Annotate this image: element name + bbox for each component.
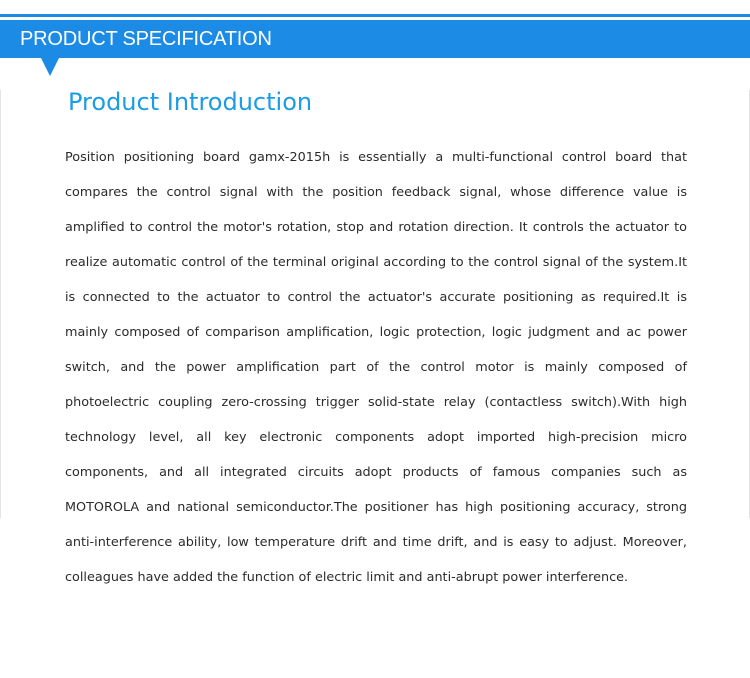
section-heading: Product Introduction [68, 88, 313, 116]
left-divider [0, 90, 1, 518]
banner-pointer [41, 58, 59, 76]
product-introduction-text: Position positioning board gamx-2015h is essentially a multi-functional control board that compares the control signal with the position feedback signal, whose difference value is amplified to control the motor's rotation, stop and rotation direction. It controls the actuator to realize automatic control of the terminal original according to the control signal of the system.It is connected to the actuator to control the actuator's accurate positioning as required.It is mainly composed of comparison amplification, logic protection, logic judgment and ac power switch, and the power amplification part of the control motor is mainly composed of photoelectric coupling zero-crossing trigger solid-state relay (contactless switch).With high technology level, all key electronic components adopt imported high-precision micro components, and all integrated circuits adopt products of famous companies such as MOTOROLA and national semiconductor.The positioner has high positioning accuracy, strong anti-interference ability, low temperature drift and time drift, and is easy to adjust. Moreover, colleagues have added the function of electric limit and anti-abrupt power interference. [65, 150, 687, 585]
banner-top-rule [0, 14, 750, 17]
banner-title: PRODUCT SPECIFICATION [20, 28, 272, 50]
